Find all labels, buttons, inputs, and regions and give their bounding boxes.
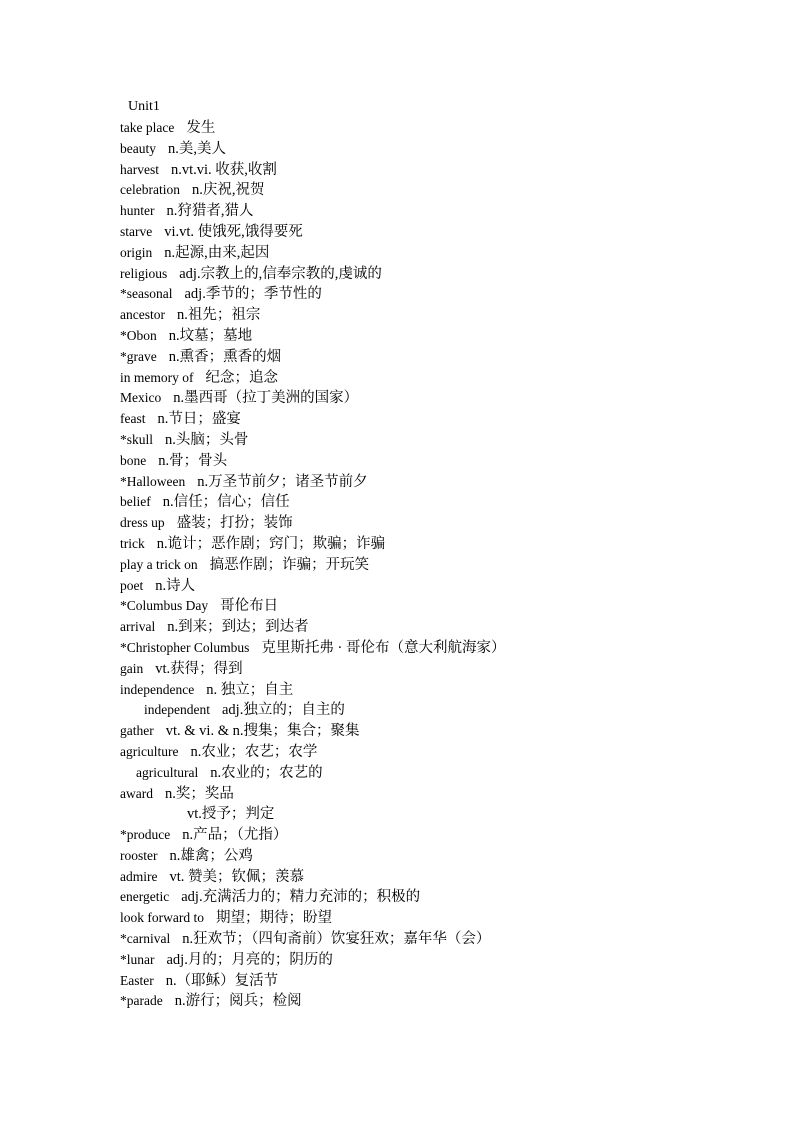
vocab-entry xyxy=(120,804,780,825)
vocab-word: independence xyxy=(120,681,195,697)
vocab-entry xyxy=(120,908,780,929)
vocab-meaning: n.（耶稣）复活节 xyxy=(165,972,279,989)
vocab-word: gain xyxy=(120,660,144,676)
vocab-entry xyxy=(120,160,780,181)
vocab-word: *produce xyxy=(120,827,171,843)
vocab-entry xyxy=(120,929,780,950)
vocab-entry xyxy=(120,284,780,305)
vocab-entry xyxy=(120,617,780,638)
vocab-entry xyxy=(120,867,780,888)
vocab-word: *Christopher Columbus xyxy=(120,639,250,655)
vocab-entry xyxy=(120,721,780,742)
vocab-word: starve xyxy=(120,223,153,239)
vocab-word: *grave xyxy=(120,348,157,364)
vocab-word: gather xyxy=(120,723,154,739)
vocab-word: award xyxy=(120,785,153,801)
vocab-meaning: adj.宗教上的,信奉宗教的,虔诚的 xyxy=(179,265,382,282)
vocab-entry xyxy=(120,576,780,597)
vocab-meaning: 期望；期待；盼望 xyxy=(215,910,332,927)
vocab-meaning: n.农业；农艺；农学 xyxy=(190,743,318,760)
vocab-word: agriculture xyxy=(120,743,179,759)
vocab-word: hunter xyxy=(120,203,155,219)
vocab-entry xyxy=(120,492,780,513)
vocab-meaning: vt.获得；得到 xyxy=(155,660,243,677)
vocab-entry xyxy=(120,846,780,867)
vocab-meaning: n.诡计；恶作剧；窍门；欺骗；诈骗 xyxy=(156,535,386,552)
vocab-word: ancestor xyxy=(120,307,165,323)
vocab-entry xyxy=(120,472,780,493)
vocab-word: take place xyxy=(120,120,175,135)
vocab-word: belief xyxy=(120,494,151,510)
vocab-meaning: n.游行；阅兵；检阅 xyxy=(174,993,302,1010)
vocabulary-list xyxy=(120,118,780,1012)
vocab-meaning: n.骨；骨头 xyxy=(158,452,228,469)
vocab-entry xyxy=(120,388,780,409)
vocab-word: religious xyxy=(120,265,168,281)
vocab-entry xyxy=(120,784,780,805)
vocab-meaning: n.信任；信心；信任 xyxy=(162,494,290,511)
vocab-meaning: n.起源,由来,起因 xyxy=(164,244,270,261)
vocab-meaning: n.雄禽；公鸡 xyxy=(169,847,253,864)
vocab-meaning: 哥伦布日 xyxy=(220,598,279,615)
vocab-word: harvest xyxy=(120,161,159,177)
vocab-meaning: n.节日；盛宴 xyxy=(157,411,241,428)
vocab-meaning: 发生 xyxy=(186,120,216,136)
vocab-entry xyxy=(120,534,780,555)
vocab-meaning: n.狂欢节；（四旬斋前）饮宴狂欢；嘉年华（会） xyxy=(182,931,491,948)
vocab-entry xyxy=(120,368,780,389)
vocab-meaning: n.墨西哥（拉丁美洲的国家） xyxy=(173,390,359,407)
vocab-entry xyxy=(120,264,780,285)
vocab-meaning: n.头脑；头骨 xyxy=(165,431,249,448)
vocab-meaning: n.祖先；祖宗 xyxy=(176,307,261,324)
vocab-entry xyxy=(120,825,780,846)
vocab-word: *seasonal xyxy=(120,286,173,302)
vocab-meaning: n.奖；奖品 xyxy=(164,785,234,802)
vocab-entry xyxy=(120,742,780,763)
vocab-word: *lunar xyxy=(120,951,155,967)
vocab-word: poet xyxy=(120,577,144,593)
vocab-entry xyxy=(120,971,780,992)
vocab-entry xyxy=(120,430,780,451)
vocab-entry xyxy=(120,555,780,576)
vocab-meaning: 盛装；打扮；装饰 xyxy=(176,515,293,532)
vocab-meaning: adj.月的；月亮的；阴历的 xyxy=(166,951,333,968)
vocab-meaning: adj.独立的；自主的 xyxy=(221,702,345,719)
vocab-meaning: 搞恶作剧；诈骗；开玩笑 xyxy=(209,556,370,573)
vocab-word: beauty xyxy=(120,140,156,156)
vocab-entry xyxy=(120,887,780,908)
vocab-entry xyxy=(120,680,780,701)
vocab-word: play a trick on xyxy=(120,556,198,572)
vocab-entry xyxy=(120,700,780,721)
vocab-meaning: n.产品；（尤指） xyxy=(182,827,288,844)
vocab-entry xyxy=(120,409,780,430)
vocab-entry xyxy=(120,222,780,243)
vocab-word: independent xyxy=(144,702,210,718)
vocab-meaning: n.狩猎者,猎人 xyxy=(166,203,254,220)
vocab-entry xyxy=(120,243,780,264)
vocab-word: Mexico xyxy=(120,390,162,406)
vocab-meaning: 纪念；追念 xyxy=(205,369,278,386)
vocab-meaning: n.农业的；农艺的 xyxy=(210,764,323,781)
vocab-meaning: vt. & vi. & n.搜集；集合；聚集 xyxy=(165,723,360,740)
vocab-entry xyxy=(120,596,780,617)
vocab-word: arrival xyxy=(120,619,156,635)
vocab-word: *carnival xyxy=(120,931,171,947)
vocab-meaning: n.坟墓；墓地 xyxy=(168,327,253,344)
vocab-entry xyxy=(120,513,780,534)
vocab-entry xyxy=(120,763,780,784)
vocab-word: rooster xyxy=(120,847,158,863)
vocab-entry xyxy=(120,326,780,347)
vocab-meaning: n.万圣节前夕；诸圣节前夕 xyxy=(197,473,368,490)
vocab-entry xyxy=(120,659,780,680)
vocab-word: trick xyxy=(120,535,145,551)
vocab-meaning: n.庆祝,祝贺 xyxy=(191,182,265,199)
vocab-word: celebration xyxy=(120,182,180,198)
vocab-meaning: 克里斯托弗 · 哥伦布（意大利航海家） xyxy=(261,639,506,656)
vocab-meaning: adj.季节的；季节性的 xyxy=(184,286,322,303)
vocab-meaning: n.美,美人 xyxy=(168,140,226,157)
vocab-meaning: n.诗人 xyxy=(155,577,196,594)
vocab-word: Easter xyxy=(120,972,154,988)
vocab-entry xyxy=(120,305,780,326)
vocab-word: energetic xyxy=(120,889,170,905)
vocab-entry xyxy=(120,347,780,368)
vocab-entry xyxy=(120,201,780,222)
vocab-word: dress up xyxy=(120,515,165,531)
vocab-word: bone xyxy=(120,452,147,468)
vocab-entry xyxy=(120,991,780,1012)
vocab-word: origin xyxy=(120,244,153,260)
vocab-meaning: vt.授予；判定 xyxy=(187,806,275,823)
vocab-meaning: n.到来；到达；到达者 xyxy=(167,619,309,636)
vocab-entry xyxy=(120,180,780,201)
vocab-word: *Halloween xyxy=(120,473,186,489)
vocab-word: *skull xyxy=(120,431,154,447)
vocab-entry xyxy=(120,451,780,472)
vocab-word: in memory of xyxy=(120,369,194,385)
vocab-word: agricultural xyxy=(136,764,199,780)
vocab-word: *parade xyxy=(120,993,163,1009)
vocab-word: look forward to xyxy=(120,910,204,926)
vocab-entry xyxy=(120,139,780,160)
vocab-meaning: vi.vt. 使饿死,饿得要死 xyxy=(164,223,303,240)
vocab-entry xyxy=(120,950,780,971)
vocab-entry xyxy=(120,118,780,139)
vocab-word: admire xyxy=(120,868,158,884)
vocab-word: *Columbus Day xyxy=(120,598,209,614)
vocab-meaning: n. 独立；自主 xyxy=(206,681,294,698)
vocab-meaning: n.vt.vi. 收获,收割 xyxy=(170,161,277,178)
vocab-entry xyxy=(120,638,780,659)
vocab-meaning: adj.充满活力的；精力充沛的；积极的 xyxy=(181,889,421,906)
vocab-word: *Obon xyxy=(120,327,157,343)
vocab-meaning: n.熏香；熏香的烟 xyxy=(168,348,282,365)
vocab-meaning: vt. 赞美；钦佩；羡慕 xyxy=(169,868,305,885)
unit-title: Unit1 xyxy=(128,99,160,114)
vocab-word: feast xyxy=(120,411,146,427)
